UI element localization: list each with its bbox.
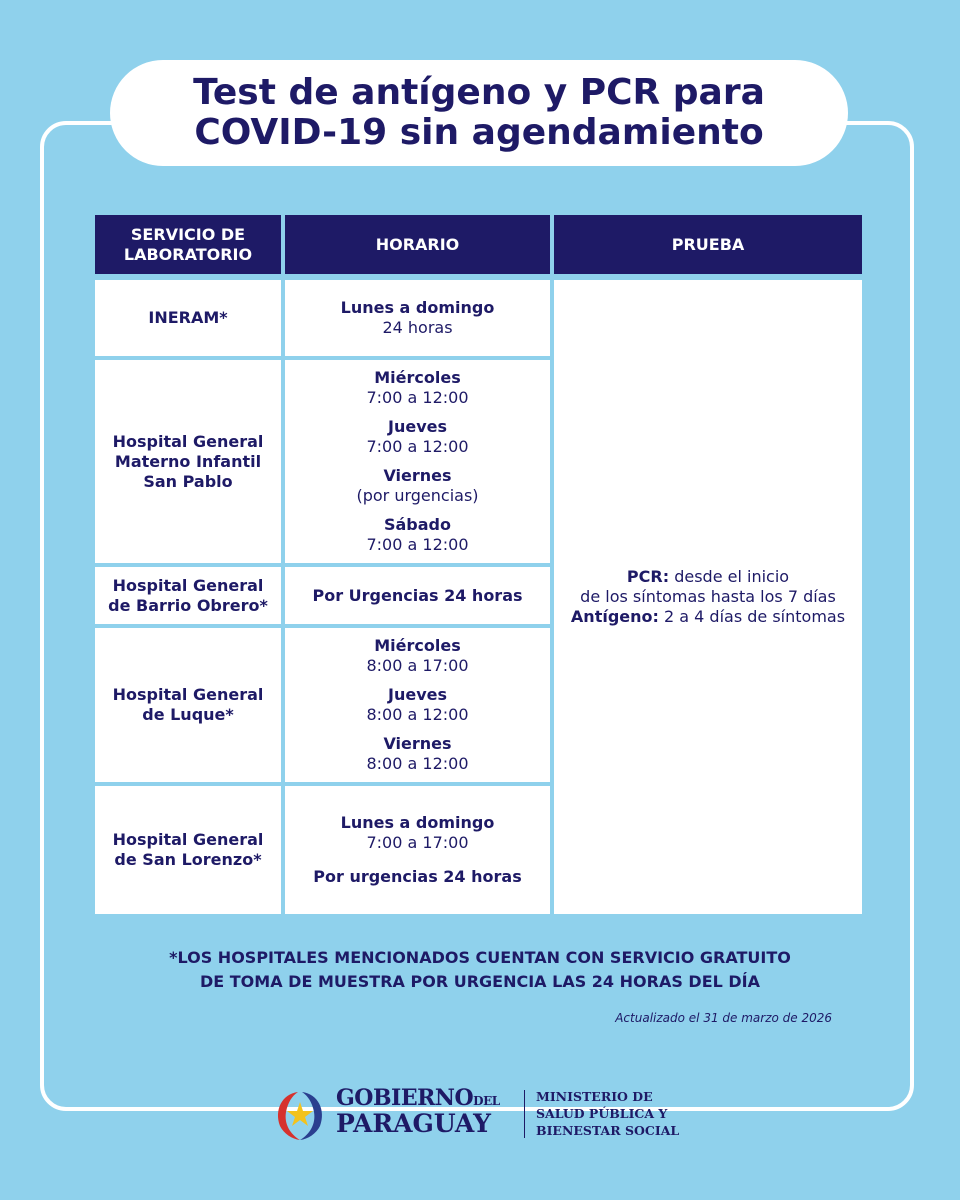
ministry-line-2: SALUD PÚBLICA Y xyxy=(536,1106,668,1121)
lab-name-line-1: Hospital General xyxy=(112,685,264,704)
paraguay-emblem-icon xyxy=(268,1084,332,1144)
logo-paraguay-text: PARAGUAY xyxy=(336,1109,491,1138)
schedule-day: Lunes a domingo xyxy=(340,813,495,832)
logo-gobierno-text: GOBIERNO xyxy=(336,1085,474,1111)
footnote-line-1: *LOS HOSPITALES MENCIONADOS CUENTAN CON SERVICIO GRATUITO xyxy=(169,948,791,967)
schedule-day: Jueves xyxy=(388,417,447,436)
schedule-hours: 8:00 a 17:00 xyxy=(366,656,469,675)
pcr-text-1: desde el inicio xyxy=(669,567,790,586)
schedule-hours: 7:00 a 12:00 xyxy=(366,437,469,456)
row-luque-name xyxy=(95,628,281,782)
schedule-day: Miércoles xyxy=(374,368,461,387)
schedule-hours: 7:00 a 12:00 xyxy=(366,388,469,407)
schedule-hours: 7:00 a 17:00 xyxy=(366,833,469,852)
lab-name-line-2: Materno Infantil xyxy=(114,451,262,471)
header-horario-label: HORARIO xyxy=(375,234,460,254)
ministry-line-1: MINISTERIO DE xyxy=(536,1089,653,1104)
header-servicio-line-1: SERVICIO DE xyxy=(130,224,246,244)
schedule-hours: 8:00 a 12:00 xyxy=(366,705,469,724)
lab-name-line-1: Hospital General xyxy=(112,431,264,451)
lab-name: INERAM* xyxy=(148,308,228,327)
schedule-day: Sábado xyxy=(383,515,451,534)
antigeno-text: 2 a 4 días de síntomas xyxy=(658,607,846,626)
title-banner xyxy=(110,60,848,166)
header-servicio-line-2: LABORATORIO xyxy=(123,244,253,264)
lab-name-line-2: de Barrio Obrero* xyxy=(108,595,268,615)
schedule-table xyxy=(95,215,864,914)
pcr-line-2: de los síntomas hasta los 7 días xyxy=(580,587,836,606)
page-title-line-1: Test de antígeno y PCR para xyxy=(193,72,765,113)
schedule-day: Viernes xyxy=(383,466,452,485)
header-prueba-label: PRUEBA xyxy=(671,234,745,254)
schedule-hours: 8:00 a 12:00 xyxy=(366,754,469,773)
schedule-day: Por urgencias 24 horas xyxy=(313,867,522,886)
schedule-day: Por Urgencias 24 horas xyxy=(312,585,523,605)
row-ineram-name xyxy=(95,280,281,356)
government-logo xyxy=(268,1084,698,1144)
schedule-hours: (por urgencias) xyxy=(356,486,479,505)
row-san-lorenzo-schedule xyxy=(285,786,550,914)
footnote-line-2: DE TOMA DE MUESTRA POR URGENCIA LAS 24 HORAS DEL DÍA xyxy=(199,972,761,991)
ministry-line-3: BIENESTAR SOCIAL xyxy=(536,1123,680,1138)
logo-del-text: DEL xyxy=(473,1094,500,1108)
antigeno-line xyxy=(571,607,845,627)
row-san-pablo-name xyxy=(95,360,281,563)
pcr-label: PCR: xyxy=(626,567,670,586)
page-title-line-2: COVID-19 sin agendamiento xyxy=(194,112,764,153)
pcr-line-1 xyxy=(627,567,789,587)
header-prueba xyxy=(554,215,862,274)
lab-name-line-1: Hospital General xyxy=(112,575,264,595)
header-horario xyxy=(285,215,550,274)
lab-name-line-1: Hospital General xyxy=(112,830,264,849)
schedule-day: Miércoles xyxy=(374,636,461,655)
row-barrio-obrero-name xyxy=(95,567,281,624)
logo-divider xyxy=(524,1090,525,1138)
lab-name-line-3: San Pablo xyxy=(143,471,233,491)
updated-date: Actualizado el 31 de marzo de 2026 xyxy=(615,1011,832,1025)
header-servicio xyxy=(95,215,281,274)
prueba-info xyxy=(554,280,862,914)
schedule-hours: 24 horas xyxy=(382,318,453,337)
schedule-day: Jueves xyxy=(388,685,447,704)
row-ineram-schedule xyxy=(285,280,550,356)
schedule-day: Viernes xyxy=(383,734,452,753)
row-san-pablo-schedule xyxy=(285,360,550,563)
row-san-lorenzo-name xyxy=(95,786,281,914)
schedule-day: Lunes a domingo xyxy=(340,298,495,317)
schedule-hours: 7:00 a 12:00 xyxy=(366,535,469,554)
ministry-name xyxy=(536,1088,679,1139)
row-barrio-obrero-schedule xyxy=(285,567,550,624)
antigeno-label: Antígeno: xyxy=(570,607,659,626)
lab-name-line-2: de San Lorenzo* xyxy=(114,850,262,869)
lab-name-line-2: de Luque* xyxy=(142,705,234,724)
row-luque-schedule xyxy=(285,628,550,782)
